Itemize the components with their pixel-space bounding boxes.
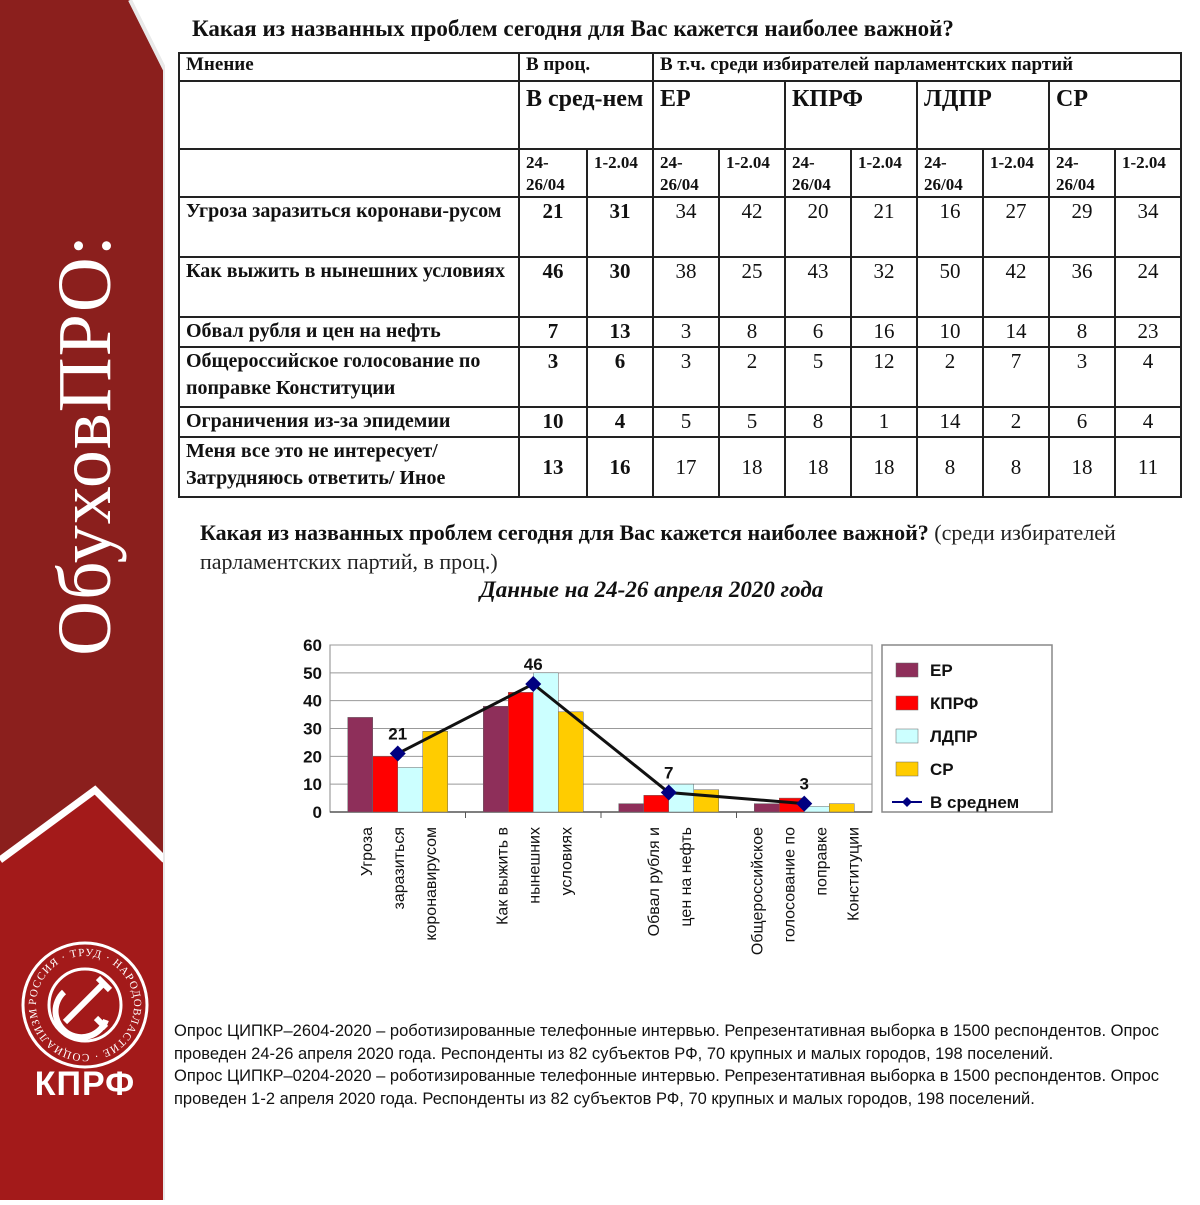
- table-cell: 5: [785, 347, 851, 407]
- x-category-line: голосование по: [781, 827, 799, 943]
- table-cell: 30: [587, 257, 653, 317]
- average-data-label: 21: [388, 724, 408, 744]
- table-cell: 42: [983, 257, 1049, 317]
- table-cell: 4: [1115, 407, 1181, 437]
- table-cell: 11: [1115, 437, 1181, 497]
- table-body: [179, 197, 1181, 497]
- table-cell: 8: [917, 437, 983, 497]
- legend-swatch: [896, 729, 918, 743]
- x-category-line: заразиться: [390, 827, 408, 910]
- table-cell: 24: [1115, 257, 1181, 317]
- table-cell: 8: [785, 407, 851, 437]
- table-cell: 14: [917, 407, 983, 437]
- bar-КПРФ: [373, 756, 398, 812]
- table-cell: 17: [653, 437, 719, 497]
- table-title: Какая из названных проблем сегодня для Вас кажется наиболее важной?: [192, 16, 954, 41]
- row-label: Угроза заразиться коронави-русом: [179, 197, 519, 257]
- table-cell: 3: [653, 317, 719, 347]
- table-cell: 6: [587, 347, 653, 407]
- brand-title: ОбуховПРО:: [43, 234, 127, 656]
- table-cell: 34: [1115, 197, 1181, 257]
- x-category-line: Угроза: [358, 827, 376, 877]
- x-category-line: цен на нефть: [677, 827, 695, 927]
- date-header-1-2: 1-2.04: [719, 149, 785, 197]
- date-header-24-26: 24-26/04: [1049, 149, 1115, 197]
- table-cell: 31: [587, 197, 653, 257]
- y-tick-label: 40: [303, 691, 322, 711]
- date-header-1-2: 1-2.04: [587, 149, 653, 197]
- table-row: [179, 197, 1181, 257]
- legend-swatch: [896, 663, 918, 677]
- table-cell: 50: [917, 257, 983, 317]
- table-cell: 2: [719, 347, 785, 407]
- y-tick-label: 50: [303, 663, 322, 683]
- table-cell: 16: [917, 197, 983, 257]
- bar-СР: [423, 731, 448, 812]
- table-cell: 29: [1049, 197, 1115, 257]
- row-label: Как выжить в нынешних условиях: [179, 257, 519, 317]
- table-cell: 42: [719, 197, 785, 257]
- x-category-label: [646, 827, 695, 936]
- row-label: Ограничения из-за эпидемии: [179, 407, 519, 437]
- legend-swatch: [896, 696, 918, 710]
- x-category-line: условиях: [558, 827, 576, 896]
- table-cell: 16: [587, 437, 653, 497]
- bar-chart: [260, 625, 1070, 985]
- footnote-1: Опрос ЦИПКР–2604-2020 – роботизированные телефонные интервью. Репрезентативная выборка в 1500 респондентов. Опрос проведен 24-26 апреля 2020 года. Респонденты из 82 субъектов РФ, 70 крупных и малых городов, 198 поселений.: [174, 1022, 1160, 1063]
- table-row: [179, 347, 1181, 407]
- average-data-label: 46: [523, 654, 543, 674]
- header-opinion: Мнение: [179, 53, 519, 81]
- bar-СР: [558, 712, 583, 812]
- bar-КПРФ: [508, 692, 533, 812]
- legend-label: ЕР: [930, 661, 953, 680]
- emblem-ring-text: РОССИЯ · ТРУД · НАРОДОВЛАСТИЕ · СОЦИАЛИЗМ: [26, 946, 144, 1064]
- date-header-24-26: 24-26/04: [785, 149, 851, 197]
- table-row: [179, 437, 1181, 497]
- legend-label: В среднем: [930, 793, 1020, 812]
- header-party-ldpr: ЛДПР: [917, 81, 1049, 149]
- header-empty: [179, 149, 519, 197]
- y-tick-label: 0: [312, 803, 322, 822]
- table-cell: 18: [719, 437, 785, 497]
- left-banner: [0, 0, 165, 1200]
- table-cell: 18: [851, 437, 917, 497]
- table-cell: 13: [587, 317, 653, 347]
- bar-ЕР: [754, 804, 779, 812]
- table-cell: 4: [1115, 347, 1181, 407]
- legend-swatch: [896, 762, 918, 776]
- x-category-line: нынешних: [526, 827, 544, 904]
- table-cell: 12: [851, 347, 917, 407]
- average-data-label: 7: [664, 763, 674, 783]
- row-label: Меня все это не интересует/ Затрудняюсь ответить/ Иное: [179, 437, 519, 497]
- table-cell: 18: [785, 437, 851, 497]
- x-category-label: [749, 827, 862, 955]
- table-cell: 21: [851, 197, 917, 257]
- header-party-sr: СР: [1049, 81, 1181, 149]
- table-cell: 21: [519, 197, 587, 257]
- table-cell: 4: [587, 407, 653, 437]
- table-cell: 3: [1049, 347, 1115, 407]
- table-cell: 20: [785, 197, 851, 257]
- table-cell: 32: [851, 257, 917, 317]
- table-cell: 7: [519, 317, 587, 347]
- table-cell: 23: [1115, 317, 1181, 347]
- x-category-label: [494, 827, 575, 925]
- footnote-2: Опрос ЦИПКР–0204-2020 – роботизированные телефонные интервью. Репрезентативная выборка в 1500 респондентов. Опрос проведен 1-2 апреля 2020 года. Респонденты из 82 субъектов РФ, 70 крупных и малых городов, 198 поселений.: [174, 1067, 1160, 1108]
- header-parties: В т.ч. среди избирателей парламентских партий: [653, 53, 1181, 81]
- party-name: КПРФ: [34, 1065, 136, 1103]
- bar-ЛДПР: [398, 767, 423, 812]
- table-cell: 38: [653, 257, 719, 317]
- table-cell: 13: [519, 437, 587, 497]
- date-header-1-2: 1-2.04: [1115, 149, 1181, 197]
- row-label: Общероссийское голосование по поправке Конституции: [179, 347, 519, 407]
- date-header-24-26: 24-26/04: [917, 149, 983, 197]
- header-party-kprf: КПРФ: [785, 81, 917, 149]
- table-cell: 16: [851, 317, 917, 347]
- table-cell: 8: [719, 317, 785, 347]
- chart-heading-rest: (среди избирателей парламентских партий, в проц.): [200, 520, 1116, 574]
- table-cell: 3: [519, 347, 587, 407]
- x-category-label: [359, 827, 440, 941]
- y-tick-label: 60: [303, 636, 322, 655]
- x-category-line: Как выжить в: [494, 827, 512, 925]
- date-row: [179, 149, 1181, 197]
- table-cell: 18: [1049, 437, 1115, 497]
- bar-КПРФ: [644, 795, 669, 812]
- table-cell: 1: [851, 407, 917, 437]
- table-cell: 10: [917, 317, 983, 347]
- chart-heading-bold: Какая из названных проблем сегодня для Вас кажется наиболее важной?: [200, 520, 929, 545]
- table-cell: 7: [983, 347, 1049, 407]
- table-cell: 27: [983, 197, 1049, 257]
- header-percent: В проц.: [519, 53, 653, 81]
- x-category-line: Конституции: [845, 827, 863, 921]
- table-cell: 5: [653, 407, 719, 437]
- table-cell: 2: [983, 407, 1049, 437]
- bar-СР: [694, 790, 719, 812]
- average-data-label: 3: [799, 774, 809, 794]
- table-cell: 8: [1049, 317, 1115, 347]
- table-cell: 8: [983, 437, 1049, 497]
- x-category-line: Обвал рубля и: [645, 827, 663, 937]
- row-label: Обвал рубля и цен на нефть: [179, 317, 519, 347]
- bar-ЕР: [348, 717, 373, 812]
- footnotes: [174, 1020, 1174, 1110]
- legend-label: СР: [930, 760, 954, 779]
- y-tick-label: 30: [303, 719, 322, 739]
- table-cell: 34: [653, 197, 719, 257]
- table-cell: 2: [917, 347, 983, 407]
- date-header-24-26: 24-26/04: [653, 149, 719, 197]
- table-cell: 25: [719, 257, 785, 317]
- table-row: [179, 257, 1181, 317]
- table-cell: 5: [719, 407, 785, 437]
- date-header-1-2: 1-2.04: [851, 149, 917, 197]
- survey-table: [178, 52, 1182, 498]
- header-party-er: ЕР: [653, 81, 785, 149]
- date-header-1-2: 1-2.04: [983, 149, 1049, 197]
- table-cell: 46: [519, 257, 587, 317]
- x-category-line: коронавирусом: [422, 827, 440, 941]
- bar-ЕР: [619, 804, 644, 812]
- legend-label: КПРФ: [930, 694, 979, 713]
- table-row: [179, 317, 1181, 347]
- legend-label: ЛДПР: [930, 727, 978, 746]
- header-empty: [179, 81, 519, 149]
- table-cell: 14: [983, 317, 1049, 347]
- header-average: В сред-нем: [519, 81, 653, 149]
- y-tick-label: 20: [303, 747, 322, 767]
- table-cell: 36: [1049, 257, 1115, 317]
- date-header-24-26: 24-26/04: [519, 149, 587, 197]
- table-cell: 3: [653, 347, 719, 407]
- chart-heading: [200, 518, 1190, 576]
- table-cell: 10: [519, 407, 587, 437]
- chart-subtitle: Данные на 24-26 апреля 2020 года: [480, 577, 824, 602]
- party-emblem-icon: [20, 940, 150, 1070]
- table-row: [179, 407, 1181, 437]
- bar-ЕР: [483, 706, 508, 812]
- table-cell: 43: [785, 257, 851, 317]
- y-tick-label: 10: [303, 775, 322, 795]
- table-cell: 6: [785, 317, 851, 347]
- x-category-line: поправке: [813, 827, 831, 896]
- bar-СР: [829, 804, 854, 812]
- x-category-line: Общероссийское: [749, 827, 767, 956]
- table-cell: 6: [1049, 407, 1115, 437]
